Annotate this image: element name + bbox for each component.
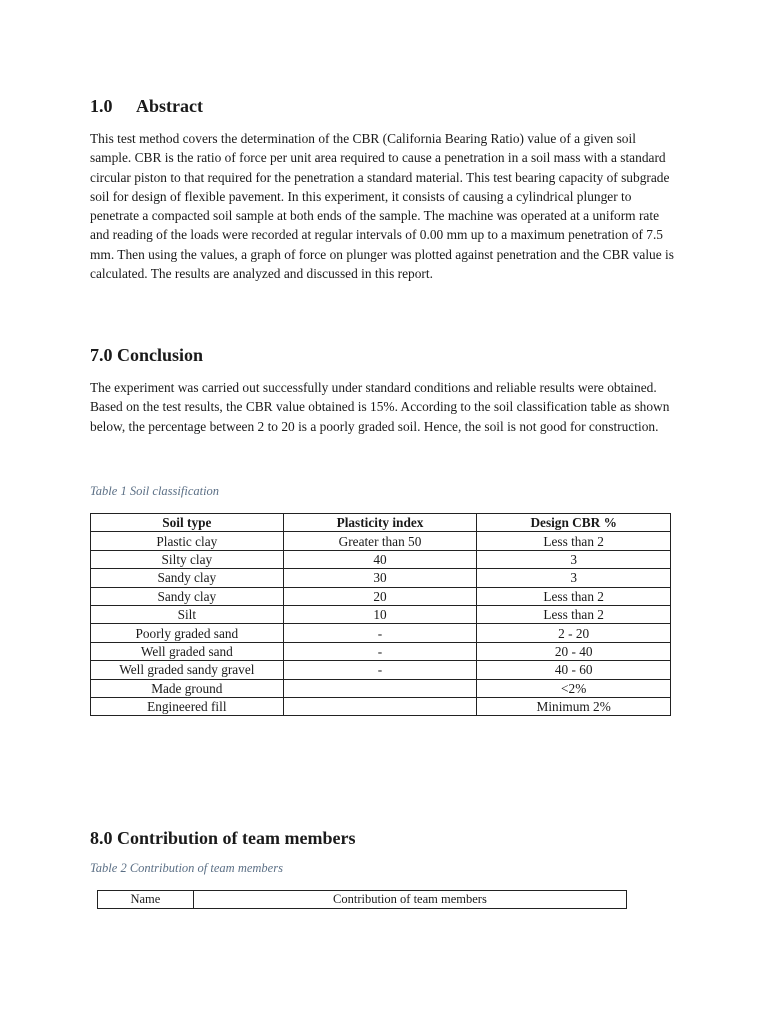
cell-soil-type: Engineered fill (91, 697, 284, 715)
table2-caption: Table 2 Contribution of team members (90, 861, 283, 875)
team-contribution-table (97, 890, 627, 909)
cell-design-cbr: 3 (477, 569, 671, 587)
cell-soil-type: Well graded sandy gravel (91, 661, 284, 679)
cell-plasticity-index: - (283, 642, 477, 660)
cell-soil-type: Sandy clay (91, 569, 284, 587)
header-soil-type: Soil type (91, 514, 284, 532)
header-name: Name (98, 891, 194, 909)
abstract-paragraph: This test method covers the determination of the CBR (California Bearing Ratio) value of a given soil sample. CBR is the ratio of force per unit area required to cause a penetration in a soil mass with a standard circular piston to that required for the penetration a standard material. This test bearing capacity of subgrade soil for design of flexible pavement. In this experiment, it consists of causing a cylindrical plunger to penetrate a compacted soil sample at both ends of the sample. The machine was operated at a uniform rate and reading of the loads were recorded at regular intervals of 0.00 mm up to a maximum penetration of 7.5 mm. Then using the values, a graph of force on plunger was plotted against penetration and the CBR value is calculated. The results are analyzed and discussed in this report. (90, 131, 674, 282)
table-row (91, 550, 671, 568)
soil-classification-table (90, 513, 671, 716)
abstract-heading (90, 95, 203, 117)
conclusion-heading: 7.0 Conclusion (90, 345, 204, 365)
header-contribution: Contribution of team members (193, 891, 626, 909)
cell-plasticity-index: 10 (283, 605, 477, 623)
cell-soil-type: Well graded sand (91, 642, 284, 660)
header-plasticity-index: Plasticity index (283, 514, 477, 532)
cell-plasticity-index: 30 (283, 569, 477, 587)
cell-design-cbr: 20 - 40 (477, 642, 671, 660)
cell-design-cbr: 2 - 20 (477, 624, 671, 642)
table-row (91, 697, 671, 715)
abstract-heading-number: 1.0 (90, 96, 113, 116)
cell-plasticity-index: Greater than 50 (283, 532, 477, 550)
cell-plasticity-index (283, 679, 477, 697)
abstract-heading-title: Abstract (136, 96, 203, 116)
cell-design-cbr: Less than 2 (477, 605, 671, 623)
contribution-heading: 8.0 Contribution of team members (90, 828, 356, 848)
table-row (91, 642, 671, 660)
cell-plasticity-index (283, 697, 477, 715)
cell-design-cbr: Less than 2 (477, 587, 671, 605)
cell-soil-type: Sandy clay (91, 587, 284, 605)
cell-plasticity-index: - (283, 624, 477, 642)
cell-plasticity-index: - (283, 661, 477, 679)
table-row (91, 661, 671, 679)
cell-soil-type: Silt (91, 605, 284, 623)
table-row (91, 624, 671, 642)
table-row (91, 679, 671, 697)
table1-caption: Table 1 Soil classification (90, 484, 220, 498)
cell-design-cbr: Less than 2 (477, 532, 671, 550)
cell-design-cbr: Minimum 2% (477, 697, 671, 715)
table-row (91, 605, 671, 623)
cell-design-cbr: 40 - 60 (477, 661, 671, 679)
cell-plasticity-index: 40 (283, 550, 477, 568)
table-row (91, 587, 671, 605)
cell-soil-type: Made ground (91, 679, 284, 697)
cell-plasticity-index: 20 (283, 587, 477, 605)
cell-design-cbr: <2% (477, 679, 671, 697)
cell-soil-type: Silty clay (91, 550, 284, 568)
cell-soil-type: Plastic clay (91, 532, 284, 550)
header-design-cbr: Design CBR % (477, 514, 671, 532)
table-row (91, 532, 671, 550)
cell-soil-type: Poorly graded sand (91, 624, 284, 642)
cell-design-cbr: 3 (477, 550, 671, 568)
conclusion-paragraph: The experiment was carried out successfully under standard conditions and reliable results were obtained. Based on the test results, the CBR value obtained is 15%. According to the soil classification table as shown below, the percentage between 2 to 20 is a poorly graded soil. Hence, the soil is not good for construction. (90, 380, 670, 434)
table-header-row (98, 891, 627, 909)
table-row (91, 569, 671, 587)
table-header-row (91, 514, 671, 532)
